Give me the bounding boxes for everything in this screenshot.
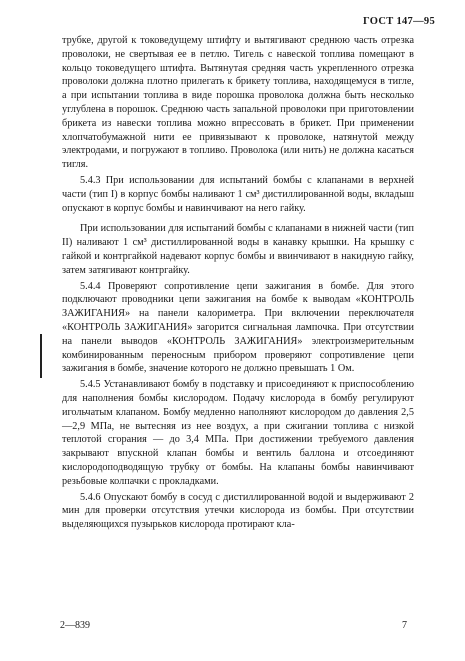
standard-header: ГОСТ 147—95 [363, 16, 435, 27]
paragraph-5-4-6: 5.4.6 Опускают бомбу в сосуд с дистиллированной водой и выдерживают 2 мин для проверки отсутствия утечки кислорода из бомбы. При отсутствии выделяющихся пузырьков кислорода протирают кла- [62, 491, 414, 531]
paragraph-5-4-5: 5.4.5 Устанавливают бомбу в подставку и присоединяют к приспособлению для наполнения бомбы кислородом. Подачу кислорода в бомбу регулируют игольчатым клапаном. Бомбу медленно наполняют кислородом до давления 2,5—2,9 МПа, не вытесняя из нее воздух, а при сжигании топлива с низкой теплотой сгорания — до 3,4 МПа. При достижении требуемого давления закрывают впускной клапан бомбы и вентиль баллона и отсоединяют кислородоподводящую трубку от бомбы. На клапаны бомбы навинчивают резьбовые колпачки с прокладками. [62, 379, 414, 487]
paragraph-5-4-4: 5.4.4 Проверяют сопротивление цепи зажигания в бомбе. Для этого подключают проводники цепи зажигания на бомбе к выводам «КОНТРОЛЬ ЗАЖИГАНИЯ» на панели калориметра. При включении переключателя «КОНТРОЛЬ ЗАЖИГАНИЯ» загорится сигнальная лампочка. При отсутствии на панели выводов «КОНТРОЛЬ ЗАЖИГАНИЯ» электроизмерительным комбинированным переносным прибором проверяют сопротивление цепи зажигания в бомбе, значение которого не должно превышать 1 Ом. [62, 280, 414, 375]
margin-change-bar [40, 334, 42, 378]
page-number: 7 [402, 620, 407, 631]
paragraph-continuation: трубке, другой к токоведущему штифту и вытягивают среднюю часть отрезка проволоки, не свертывая ее в петлю. Тигель с навеской топлива помещают в кольцо токоведущего штифта. Вытянутая средняя часть укрепленного отрезка проволоки должна плотно прилегать к брикету топлива, находящемуся в тигле, а при испытании топлива в виде порошка проволока должна быть несколько углублена в порошок. Среднюю часть запальной проволоки при приготовлении брикета из навески топлива можно впрессовать в брикет. При применении хлопчатобумажной нити ее привязывают к проволоке, натянутой между электродами, и погружают в топливо. Проволока (или нить) не должна касаться тигля. [62, 35, 414, 171]
document-body [62, 34, 414, 534]
paragraph-type-ii: При использовании для испытаний бомбы с клапанами в нижней части (тип II) наливают 1 см³ дистиллированной воды в канавку крышки. На крышку с гайкой и контргайкой надевают корпус бомбы и ввинчивают в накидную гайку, затем затягивают контргайку. [62, 223, 414, 276]
paragraph-5-4-3: 5.4.3 При использовании для испытаний бомбы с клапанами в верхней части (тип I) в корпус бомбы наливают 1 см³ дистиллированной воды, вкладыш опускают в корпус бомбы и навинчивают на него гайку. [62, 174, 414, 214]
print-signature: 2—839 [60, 620, 90, 631]
